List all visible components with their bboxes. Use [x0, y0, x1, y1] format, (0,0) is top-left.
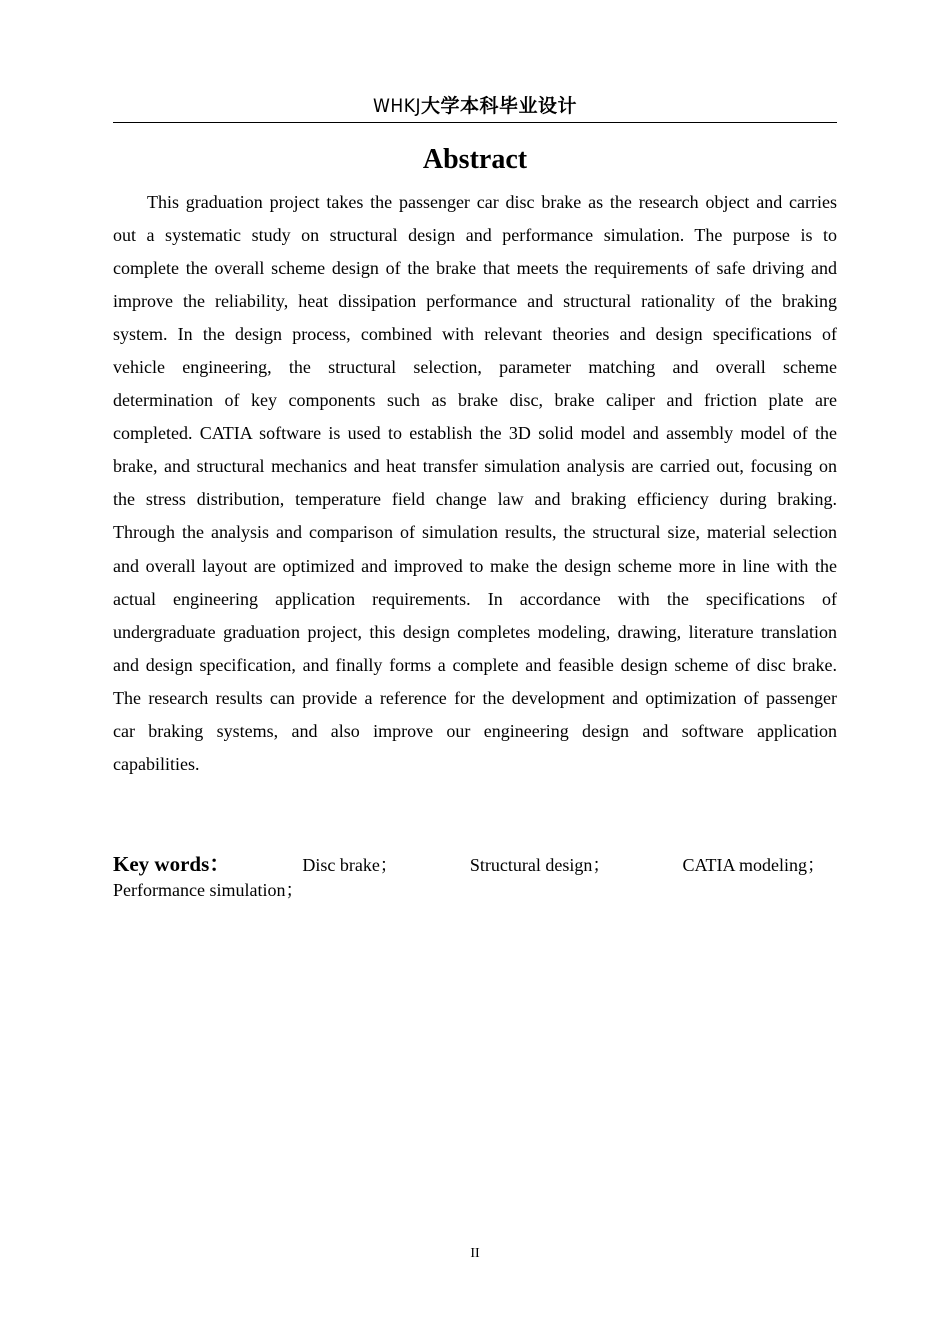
keyword-item: Performance simulation； — [113, 880, 304, 900]
abstract-body: This graduation project takes the passenger car disc brake as the research object and carries out a systematic study on structural design and performance simulation. The purpose is to complete the overall scheme design of the brake that meets the requirements of safe driving and improve the reliability, heat dissipation performance and structural rationality of the braking system. In the design process, combined with relevant theories and design specifications of vehicle engineering, the structural selection, parameter matching and overall scheme determination of key components such as brake disc, brake caliper and friction plate are completed. CATIA software is used to establish the 3D solid model and assembly model of the brake, and structural mechanics and heat transfer simulation analysis are carried out, focusing on the stress distribution, temperature field change law and braking efficiency during braking. Through the analysis and comparison of simulation results, the structural size, material selection and overall layout are optimized and improved to make the design scheme more in line with the actual engineering application requirements. In accordance with the specifications of undergraduate graduation project, this design completes modeling, drawing, literature translation and design specification, and finally forms a complete and feasible design scheme of disc brake. The research results can provide a reference for the development and optimization of passenger car braking systems, and also improve our engineering design and software application capabilities. — [113, 192, 837, 774]
header-chinese: 大学本科毕业设计 — [421, 95, 578, 117]
keywords-row-2 — [113, 878, 837, 903]
header-title — [373, 95, 577, 117]
keywords-label: Key words： — [113, 852, 231, 876]
page-number: II — [470, 1246, 480, 1261]
keyword-item: Disc brake； — [302, 855, 398, 875]
abstract-title: Abstract — [422, 144, 528, 175]
keyword-item: Structural design； — [469, 855, 611, 875]
header-latin: WHKJ — [372, 95, 421, 117]
keyword-item: CATIA modeling； — [682, 855, 825, 875]
keywords-row — [113, 852, 825, 878]
keywords-section — [113, 852, 837, 903]
page-header — [113, 92, 837, 123]
